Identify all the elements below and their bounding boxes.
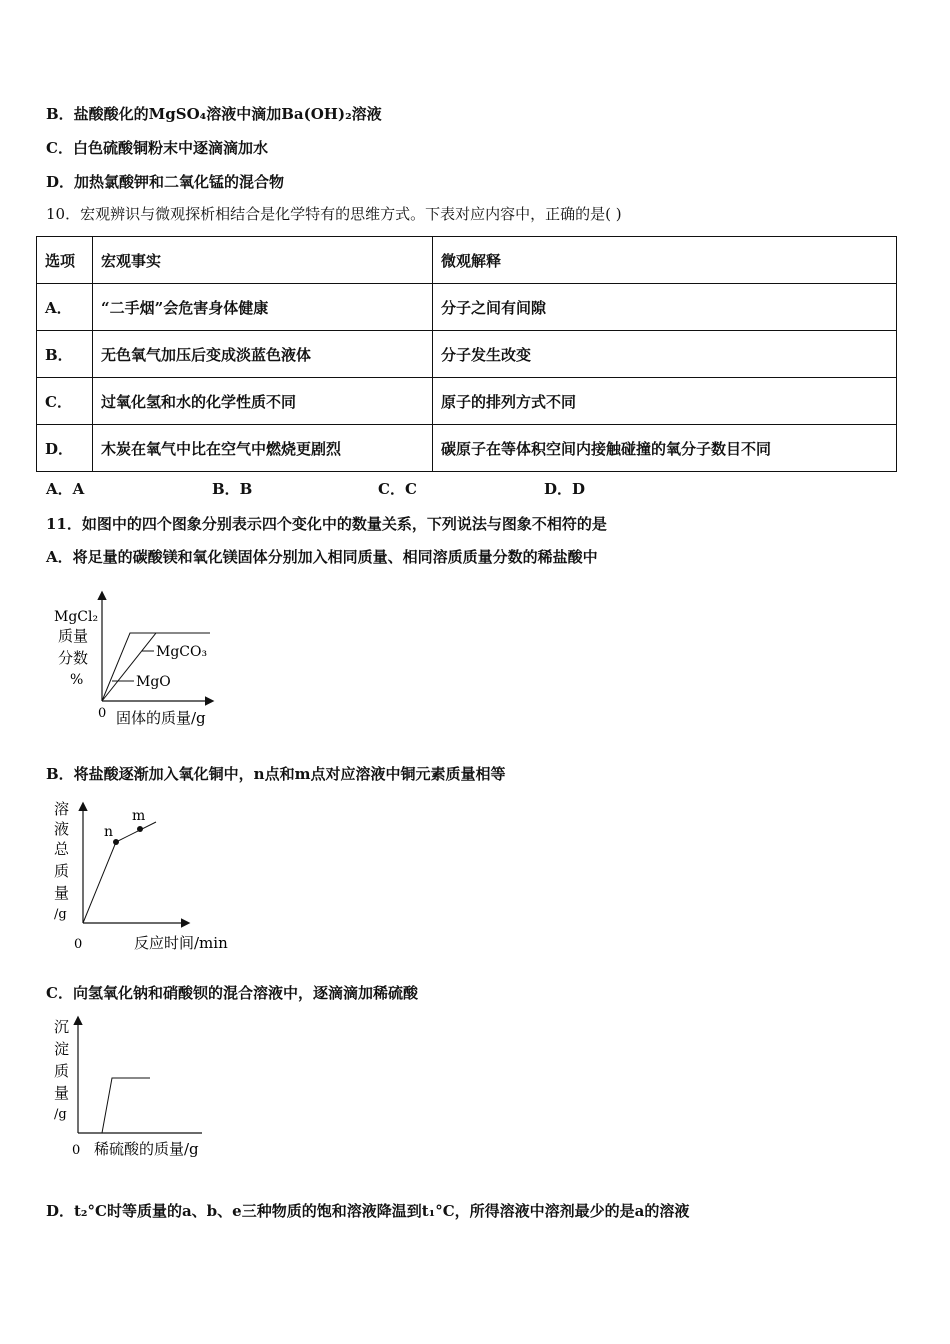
line-mgco3 xyxy=(102,633,156,701)
table-header: 选项 xyxy=(37,237,93,284)
y-label: MgCl₂ xyxy=(54,609,99,625)
table-row xyxy=(37,331,897,378)
label-mgco3: MgCO₃ xyxy=(156,644,208,660)
q11-option-d: D．t₂°C时等质量的a、b、e三种物质的饱和溶液降温到t₁°C，所得溶液中溶剂最少的是a的溶液 xyxy=(46,1202,690,1220)
table-header: 宏观事实 xyxy=(93,237,433,284)
point-m xyxy=(137,826,143,832)
y-label: % xyxy=(70,672,84,688)
choice-d: D．D xyxy=(544,480,586,498)
q11-option-b: B．将盐酸逐渐加入氧化铜中，n点和m点对应溶液中铜元素质量相等 xyxy=(46,765,506,783)
option-c: C．白色硫酸铜粉末中逐滴滴加水 xyxy=(46,139,268,157)
y-label: 质 xyxy=(54,1062,70,1080)
option-b: B．盐酸酸化的MgSO₄溶液中滴加Ba(OH)₂溶液 xyxy=(46,105,382,123)
point-label-m: m xyxy=(132,808,146,824)
y-label: 淀 xyxy=(54,1040,70,1058)
y-label: /g xyxy=(54,1107,67,1122)
q11-option-c: C．向氢氧化钠和硝酸钡的混合溶液中，逐滴滴加稀硫酸 xyxy=(46,984,418,1002)
data-line xyxy=(83,822,156,923)
q10-choices xyxy=(46,478,710,499)
answer-table xyxy=(36,236,897,472)
y-label: 质 xyxy=(54,862,70,880)
graph-a xyxy=(50,585,230,733)
point-n xyxy=(113,839,119,845)
y-label: 量 xyxy=(54,1084,70,1102)
x-label: 反应时间/min xyxy=(134,934,228,952)
table-row xyxy=(37,284,897,331)
question-11: 11．如图中的四个图象分别表示四个变化中的数量关系，下列说法与图象不相符的是 xyxy=(46,515,607,533)
q11-option-a: A．将足量的碳酸镁和氧化镁固体分别加入相同质量、相同溶质质量分数的稀盐酸中 xyxy=(46,548,598,566)
table-cell: 分子发生改变 xyxy=(433,331,897,378)
y-label: 总 xyxy=(54,840,70,858)
option-d: D．加热氯酸钾和二氧化锰的混合物 xyxy=(46,173,285,191)
y-label: 沉 xyxy=(54,1018,70,1036)
table-cell: C． xyxy=(37,378,93,425)
graph-c xyxy=(50,1012,230,1162)
table-cell: 碳原子在等体积空间内接触碰撞的氧分子数目不同 xyxy=(433,425,897,472)
question-10: 10．宏观辨识与微观探析相结合是化学特有的思维方式。下表对应内容中，正确的是( ) xyxy=(46,205,622,223)
table-cell: 原子的排列方式不同 xyxy=(433,378,897,425)
x-label: 稀硫酸的质量/g xyxy=(94,1140,199,1158)
choice-c: C．C xyxy=(378,480,417,498)
table-cell: “二手烟”会危害身体健康 xyxy=(93,284,433,331)
origin-label: 0 xyxy=(98,706,107,721)
data-line xyxy=(102,1078,150,1133)
label-mgo: MgO xyxy=(136,674,171,690)
y-label: 溶 xyxy=(54,800,70,818)
y-label: 分数 xyxy=(58,649,89,667)
choice-b: B．B xyxy=(212,480,253,498)
table-cell: D． xyxy=(37,425,93,472)
origin-label: 0 xyxy=(74,937,83,952)
y-label: 质量 xyxy=(58,627,89,645)
table-row xyxy=(37,378,897,425)
y-label: 液 xyxy=(54,820,70,838)
table-cell: B． xyxy=(37,331,93,378)
point-label-n: n xyxy=(104,824,114,840)
y-label: 量 xyxy=(54,884,70,902)
origin-label: 0 xyxy=(72,1143,81,1158)
table-cell: 分子之间有间隙 xyxy=(433,284,897,331)
table-cell: A． xyxy=(37,284,93,331)
x-label: 固体的质量/g xyxy=(116,709,206,727)
graph-b xyxy=(50,796,240,960)
table-row xyxy=(37,425,897,472)
table-cell: 无色氧气加压后变成淡蓝色液体 xyxy=(93,331,433,378)
table-cell: 过氧化氢和水的化学性质不同 xyxy=(93,378,433,425)
table-header: 微观解释 xyxy=(433,237,897,284)
choice-a: A．A xyxy=(46,480,85,498)
y-label: /g xyxy=(54,907,67,922)
table-cell: 木炭在氧气中比在空气中燃烧更剧烈 xyxy=(93,425,433,472)
table-header-row xyxy=(37,237,897,284)
